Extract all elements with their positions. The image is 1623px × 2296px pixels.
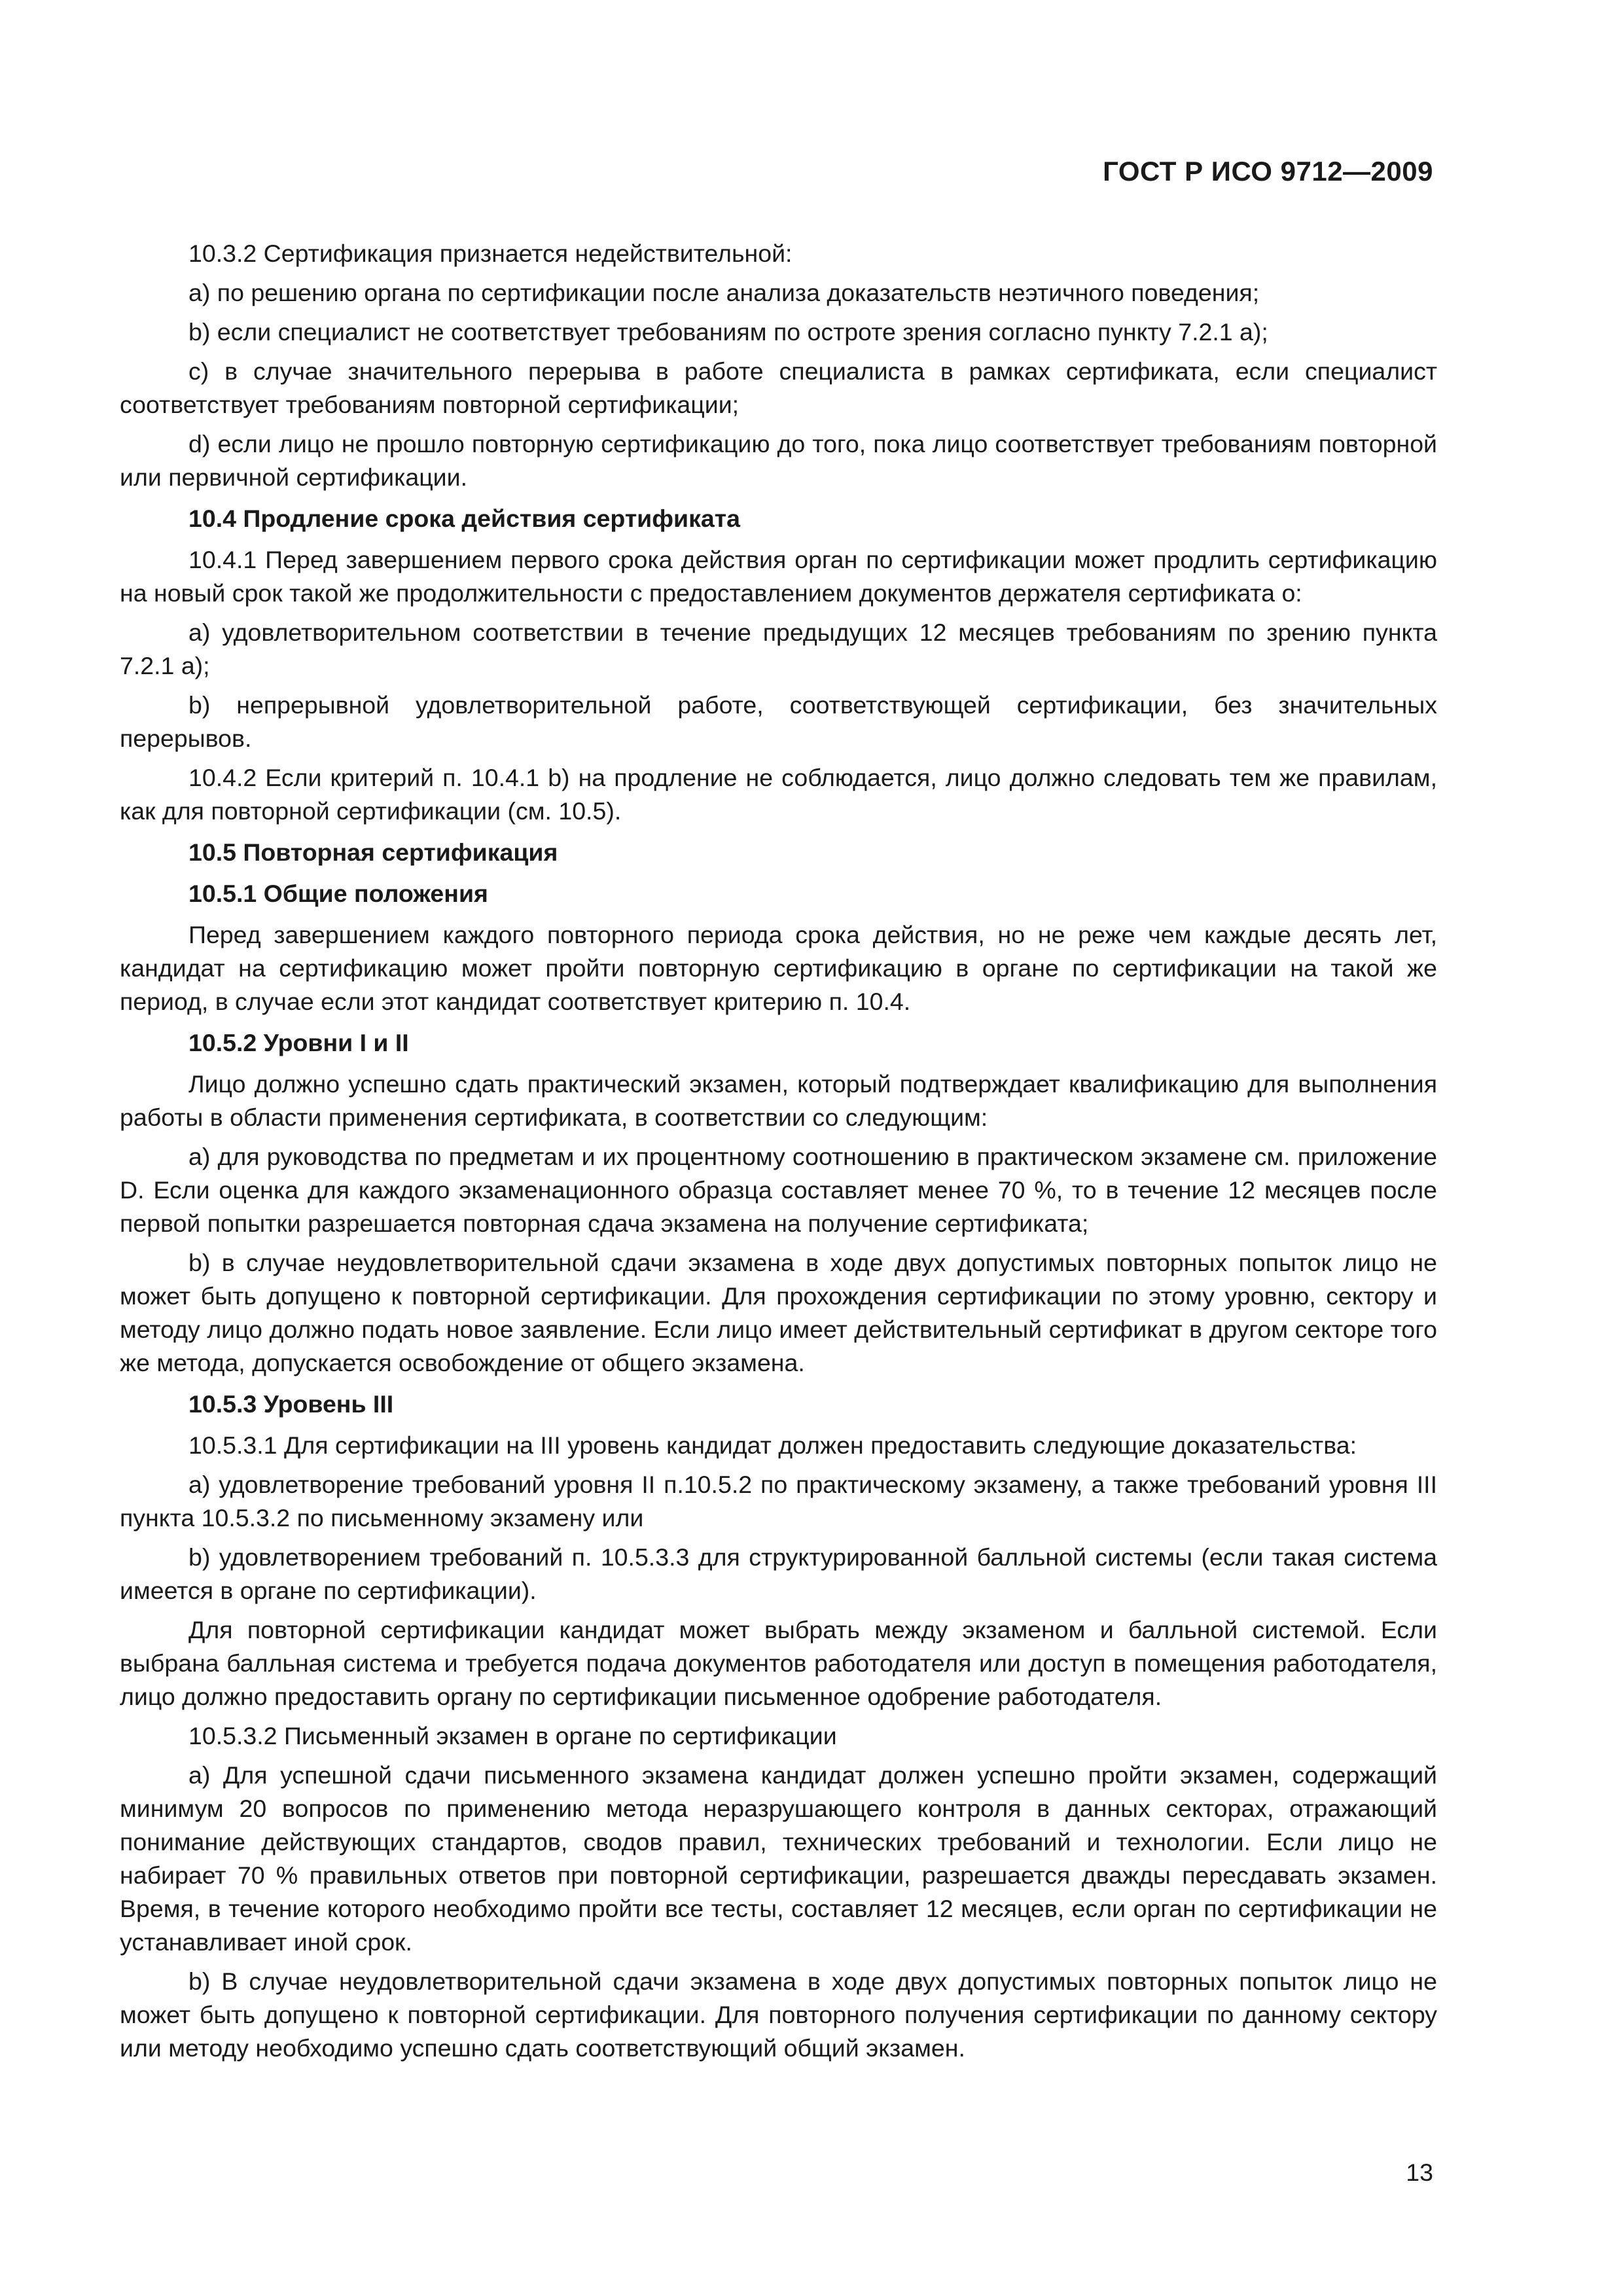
list-item: c) в случае значительного перерыва в работе специалиста в рамках сертификата, если специалист соответствует требованиям повторной сертификации; [120, 357, 1437, 418]
standard-code: ГОСТ Р ИСО 9712—2009 [1103, 156, 1433, 187]
paragraph: 10.3.2 Сертификация признается недействительной: [188, 240, 793, 267]
paragraph: Лицо должно успешно сдать практический экзамен, который подтверждает квалификацию для выполнения работы в области применения сертификата, в соответствии со следующим: [120, 1070, 1437, 1131]
list-item: a) удовлетворительном соответствии в течение предыдущих 12 месяцев требованиям по зрению пункта 7.2.1 а); [120, 619, 1437, 679]
subsection-heading: 10.5.2 Уровни I и II [188, 1029, 409, 1056]
document-body [120, 237, 1437, 2071]
list-item: b) удовлетворением требований п. 10.5.3.3 для структурированной балльной системы (если такая система имеется в органе по сертификации). [120, 1543, 1437, 1604]
list-item: b) непрерывной удовлетворительной работе, соответствующей сертификации, без значительных перерывов. [120, 691, 1437, 752]
paragraph: 10.5.3.2 Письменный экзамен в органе по сертификации [188, 1722, 837, 1749]
list-item: a) для руководства по предметам и их процентному соотношению в практическом экзамене см. приложение D. Если оценка для каждого экзаменационного образца составляет менее 70 %, то в течение 12 месяцев после первой попытки разрешается повторная сдача экзамена на получение сертификата; [120, 1143, 1437, 1237]
list-item: b) в случае неудовлетворительной сдачи экзамена в ходе двух допустимых повторных попыток лицо не может быть допущено к повторной сертификации. Для прохождения сертификации по этому уровню, сектору и методу лицо должно подать новое заявление. Если лицо имеет действительный сертификат в другом секторе того же метода, допускается освобождение от общего экзамена. [120, 1249, 1437, 1376]
paragraph: Перед завершением каждого повторного периода срока действия, но не реже чем каждые десять лет, кандидат на сертификацию может пройти повторную сертификацию в органе по сертификации на такой же период, в случае если этот кандидат соответствует критерию п. 10.4. [120, 921, 1437, 1015]
paragraph: 10.5.3.1 Для сертификации на III уровень кандидат должен предоставить следующие доказательства: [188, 1431, 1357, 1459]
page-number: 13 [1406, 2159, 1433, 2186]
list-item: a) по решению органа по сертификации после анализа доказательств неэтичного поведения; [188, 279, 1260, 306]
list-item: d) если лицо не прошло повторную сертификацию до того, пока лицо соответствует требованиям повторной или первичной сертификации. [120, 430, 1437, 491]
list-item: b) В случае неудовлетворительной сдачи экзамена в ходе двух допустимых повторных попыток лицо не может быть допущено к повторной сертификации. Для повторного получения сертификации по данному сектору или методу необходимо успешно сдать соответствующий общий экзамен. [120, 1967, 1437, 2062]
list-item: a) Для успешной сдачи письменного экзамена кандидат должен успешно пройти экзамен, содержащий минимум 20 вопросов по применению метода неразрушающего контроля в данных секторах, отражающий понимание действующих стандартов, сводов правил, технических требований и технологии. Если лицо не набирает 70 % правильных ответов при повторной сертификации, разрешается дважды пересдавать экзамен. Время, в течение которого необходимо пройти все тесты, составляет 12 месяцев, если орган по сертификации не устанавливает иной срок. [120, 1761, 1437, 1956]
paragraph: 10.4.2 Если критерий п. 10.4.1 b) на продление не соблюдается, лицо должно следовать тем же правилам, как для повторной сертификации (см. 10.5). [120, 764, 1437, 825]
section-heading: 10.4 Продление срока действия сертификата [188, 505, 740, 532]
subsection-heading: 10.5.3 Уровень III [188, 1390, 394, 1418]
paragraph: Для повторной сертификации кандидат может выбрать между экзаменом и балльной системой. Если выбрана балльная система и требуется подача документов работодателя или доступ в помещения работодателя, лицо должно предоставить органу по сертификации письменное одобрение работодателя. [120, 1616, 1437, 1710]
section-heading: 10.5 Повторная сертификация [188, 838, 558, 866]
list-item: b) если специалист не соответствует требованиям по остроте зрения согласно пункту 7.2.1 а); [188, 318, 1268, 346]
paragraph: 10.4.1 Перед завершением первого срока действия орган по сертификации может продлить сертификацию на новый срок такой же продолжительности с предоставлением документов держателя сертификата о: [120, 546, 1437, 607]
subsection-heading: 10.5.1 Общие положения [188, 880, 488, 907]
list-item: a) удовлетворение требований уровня II п.10.5.2 по практическому экзамену, а также требований уровня III пункта 10.5.3.2 по письменному экзамену или [120, 1471, 1437, 1532]
